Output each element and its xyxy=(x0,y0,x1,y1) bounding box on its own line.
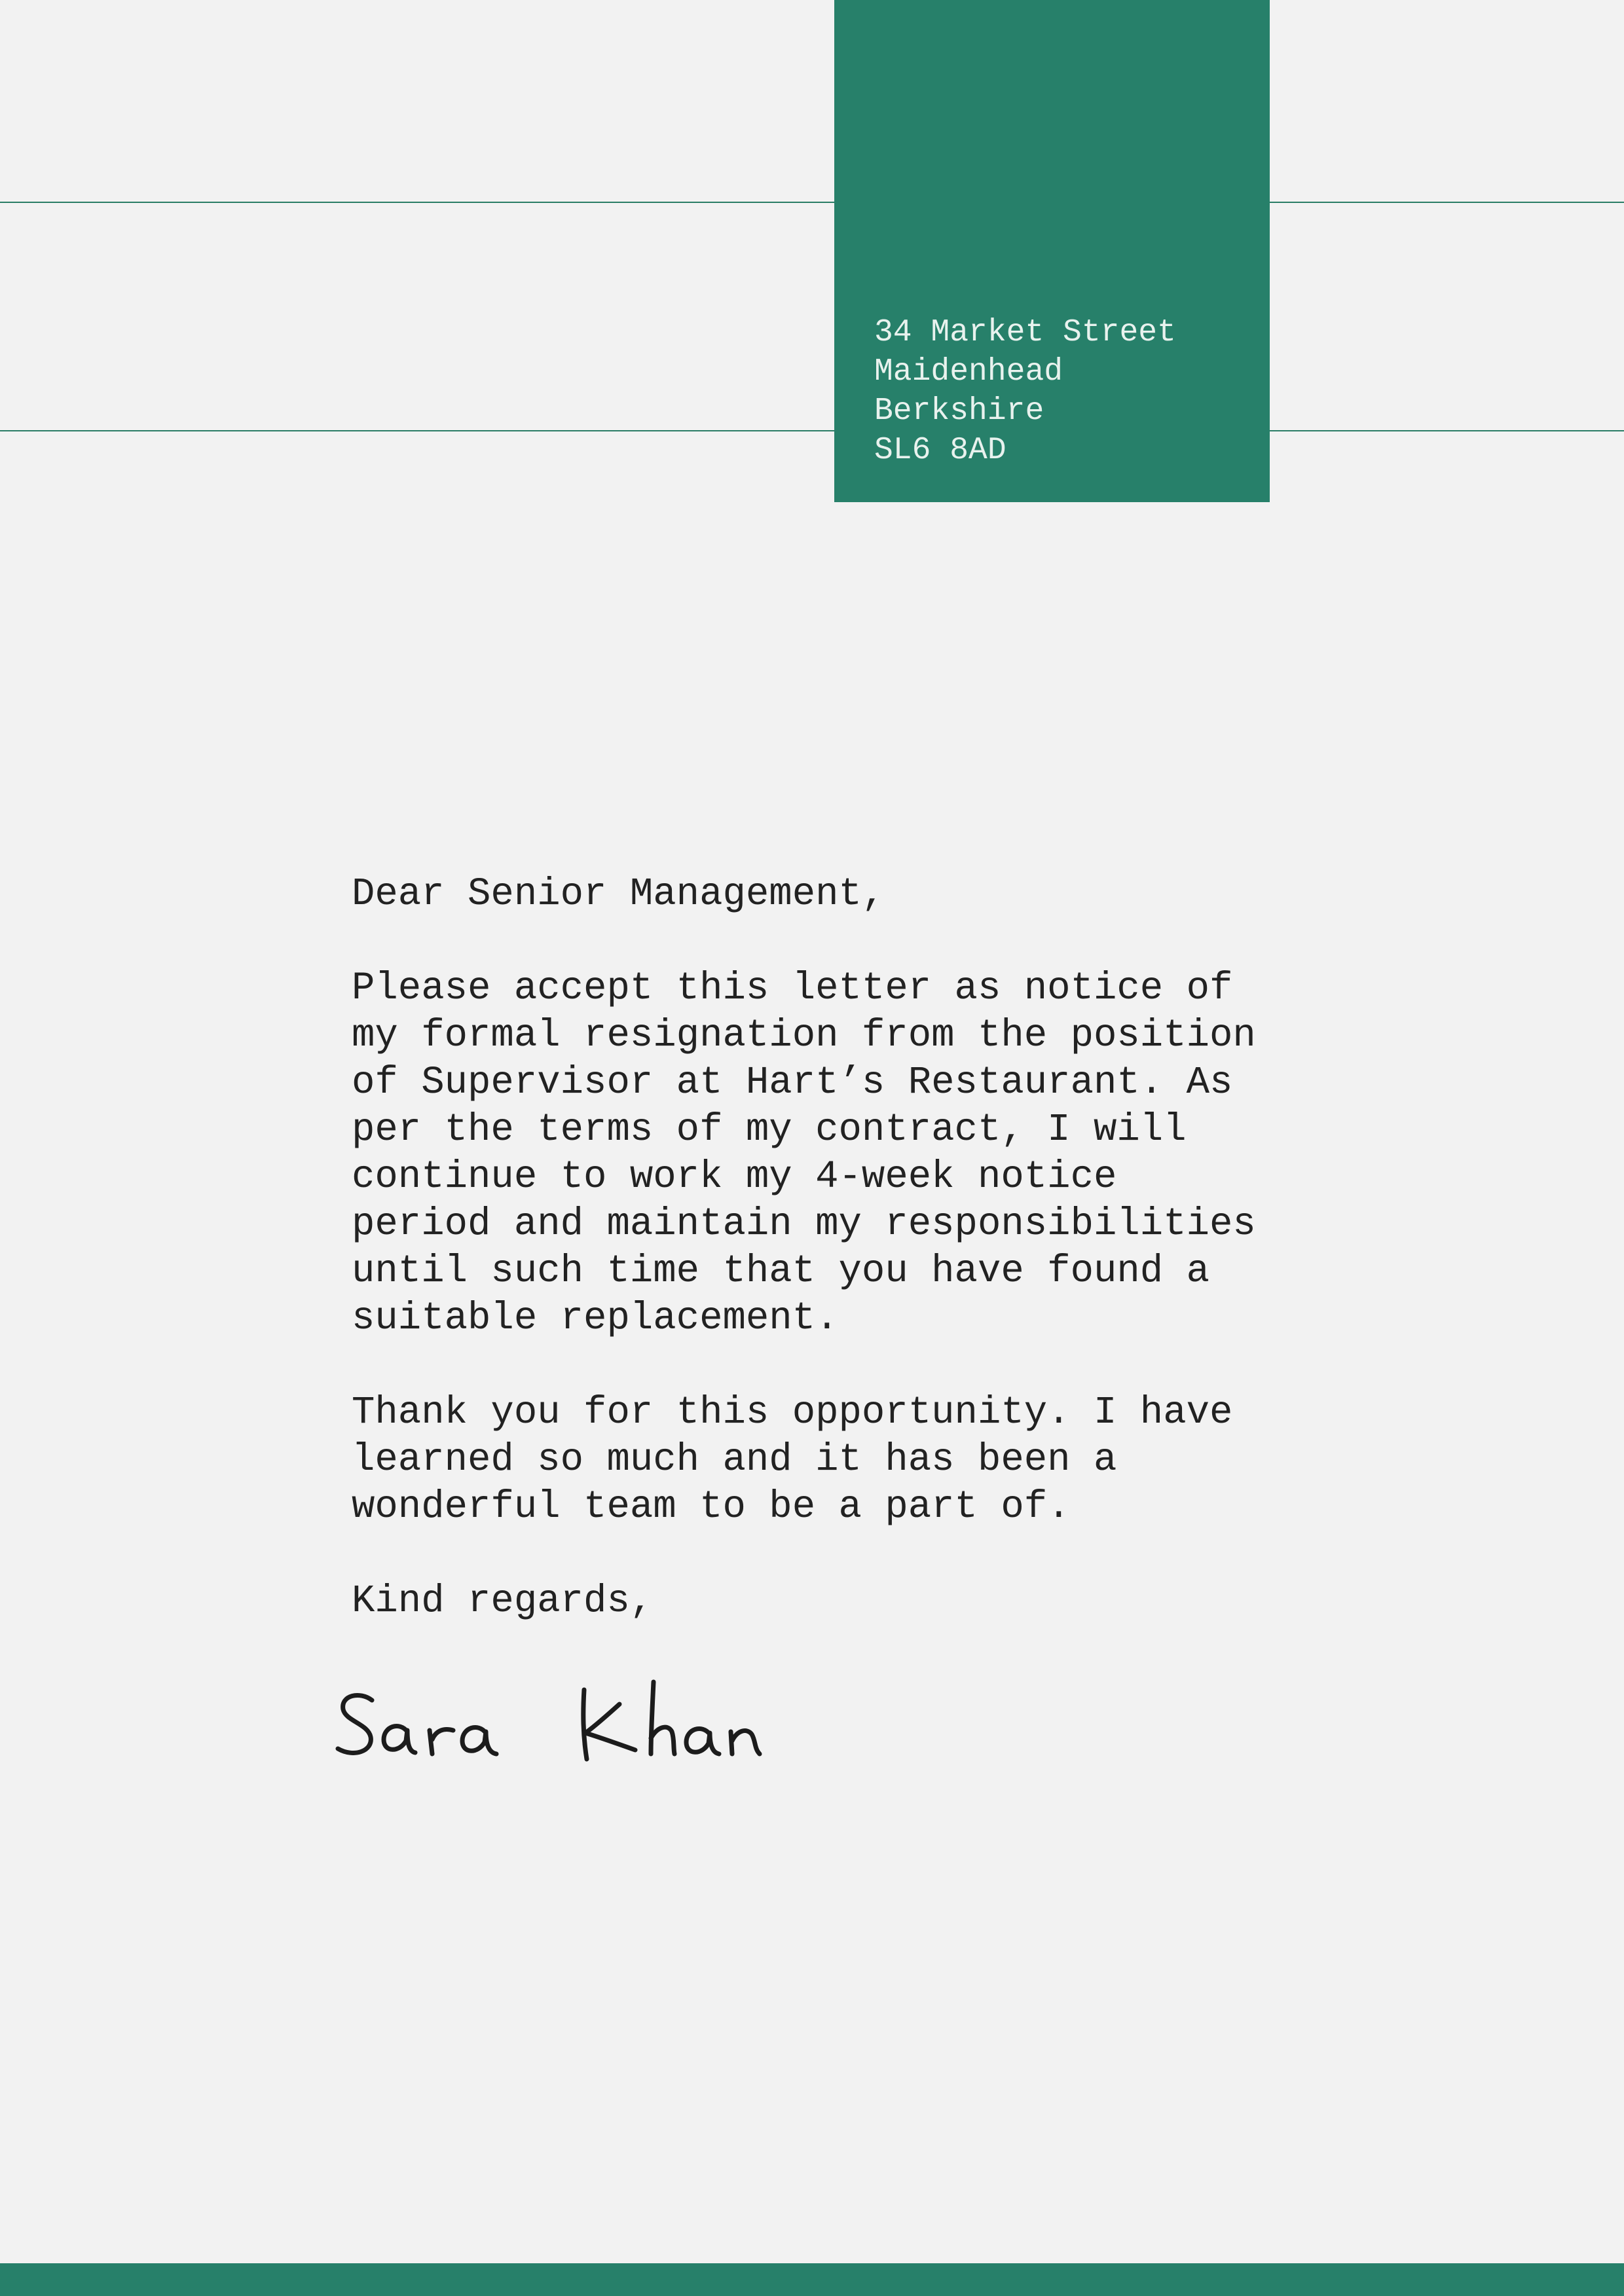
paragraph-line: period and maintain my responsibilities xyxy=(352,1202,1256,1246)
paragraph-line: suitable replacement. xyxy=(352,1296,839,1340)
address-line-town: Maidenhead xyxy=(874,354,1063,390)
paragraph-line: Thank you for this opportunity. I have xyxy=(352,1391,1233,1434)
paragraph-line: per the terms of my contract, I will xyxy=(352,1108,1187,1152)
header-rule-top xyxy=(0,202,1624,203)
paragraph-line: continue to work my 4-week notice xyxy=(352,1155,1117,1199)
header-rule-bottom xyxy=(0,430,1624,431)
footer-band xyxy=(0,2263,1624,2296)
address-line-postcode: SL6 8AD xyxy=(874,433,1006,468)
paragraph-line: until such time that you have found a xyxy=(352,1249,1210,1293)
paragraph-resignation xyxy=(352,965,1321,1342)
closing: Kind regards, xyxy=(352,1579,654,1623)
paragraph-line: of Supervisor at Hart’s Restaurant. As xyxy=(352,1061,1233,1104)
address-block xyxy=(834,0,1270,502)
paragraph-line: Please accept this letter as notice of xyxy=(352,966,1233,1010)
paragraph-thanks xyxy=(352,1389,1321,1531)
salutation: Dear Senior Management, xyxy=(352,872,885,916)
letter-body xyxy=(352,871,1321,1672)
paragraph-line: learned so much and it has been a xyxy=(352,1438,1117,1482)
paragraph-line: my formal resignation from the position xyxy=(352,1013,1256,1057)
address-line-street: 34 Market Street xyxy=(874,315,1176,350)
paragraph-line: wonderful team to be a part of. xyxy=(352,1485,1071,1529)
address-line-county: Berkshire xyxy=(874,393,1044,429)
handwritten-signature xyxy=(334,1666,792,1777)
